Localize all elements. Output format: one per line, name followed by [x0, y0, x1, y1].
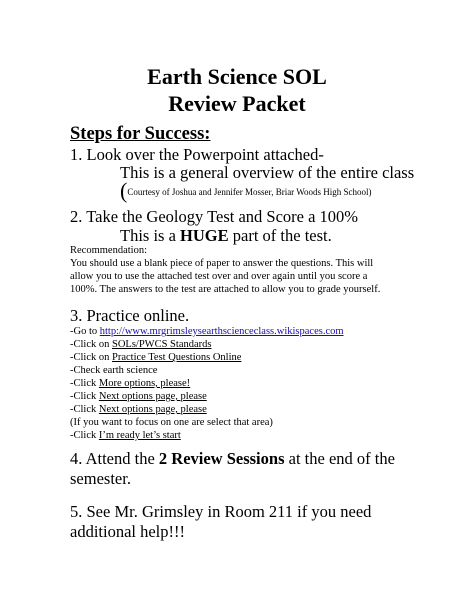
step-4-prefix: 4. Attend the: [70, 449, 159, 468]
steps-heading: Steps for Success:: [70, 124, 211, 144]
ready-start-link[interactable]: I’m ready let’s start: [98, 430, 181, 441]
click-prefix: -Click: [70, 378, 99, 389]
click-prefix: -Click: [70, 404, 99, 415]
document-title-line-2: Review Packet: [168, 91, 306, 116]
click-more-options-line: [70, 377, 190, 390]
click-next-options-line-1: [70, 390, 207, 403]
step-4-suffix: at the end of the: [284, 449, 395, 468]
recommendation-line-1: You should use a blank piece of paper to answer the questions. This will: [70, 258, 374, 269]
step-1-text: 1. Look over the Powerpoint attached-: [70, 145, 324, 164]
recommendation-line-3: 100%. The answers to the test are attached to allow you to grade yourself.: [70, 284, 381, 295]
recommendation-label: Recommendation:: [70, 245, 147, 256]
click-prefix: -Click: [70, 430, 99, 441]
step-5-line-1: 5. See Mr. Grimsley in Room 211 if you need: [70, 502, 372, 521]
next-options-link-1[interactable]: Next options page, please: [98, 391, 207, 402]
goto-prefix: -Go to: [70, 326, 100, 337]
step-3-text: 3. Practice online.: [70, 306, 190, 325]
next-options-link-2[interactable]: Next options page, please: [98, 404, 207, 415]
click-on-prefix: -Click on: [70, 339, 112, 350]
step-4-bold: 2 Review Sessions: [158, 449, 285, 468]
check-earth-science: -Check earth science: [70, 365, 158, 376]
goto-line: [70, 325, 344, 338]
step-2-detail: [120, 226, 332, 246]
step-2-text: 2. Take the Geology Test and Score a 100%: [70, 207, 359, 226]
step-1-credit-text: Courtesy of Joshua and Jennifer Mosser, Briar Woods High School): [127, 187, 372, 197]
sols-standards-link[interactable]: SOLs/PWCS Standards: [112, 339, 212, 350]
click-next-options-line-2: [70, 403, 207, 416]
step-5-line-2: additional help!!!: [70, 522, 186, 541]
practice-test-link[interactable]: Practice Test Questions Online: [112, 352, 242, 363]
step-4-text: [70, 449, 395, 469]
click-practice-line: [70, 351, 241, 364]
click-on-prefix: -Click on: [70, 352, 112, 363]
click-sols-line: [70, 338, 211, 351]
step-4-line-2: semester.: [70, 469, 131, 488]
document-title-line-1: Earth Science SOL: [147, 64, 327, 89]
step-1-credit-paren: (: [120, 178, 128, 203]
wiki-url-link[interactable]: http://www.mrgrimsleysearthscienceclass.wikispaces.com: [99, 326, 344, 337]
click-prefix: -Click: [70, 391, 99, 402]
step-2-detail-prefix: This is a: [120, 226, 181, 245]
step-1-credit: [120, 180, 372, 202]
step-1-detail: This is a general overview of the entire class: [120, 163, 415, 182]
more-options-link[interactable]: More options, please!: [98, 378, 191, 389]
step-2-detail-bold: HUGE: [180, 226, 229, 245]
click-ready-line: [70, 429, 181, 442]
step-2-detail-suffix: part of the test.: [228, 226, 332, 245]
recommendation-line-2: allow you to use the attached test over and over again until you score a: [70, 271, 368, 282]
focus-note: (If you want to focus on one are select that area): [70, 417, 273, 428]
